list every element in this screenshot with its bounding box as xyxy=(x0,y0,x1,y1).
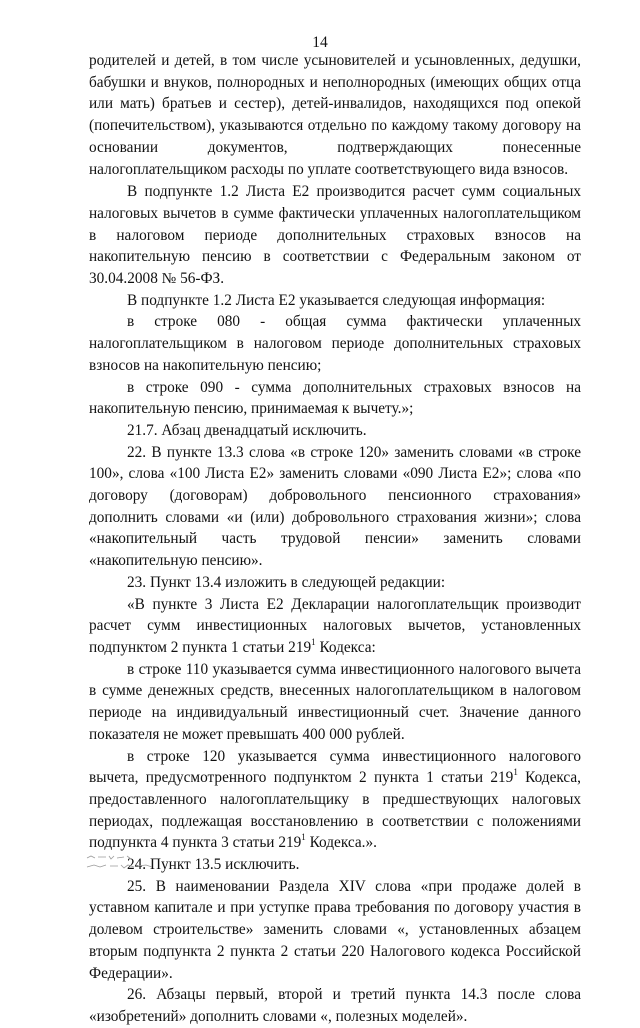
paragraph-13: 25. В наименовании Раздела XIV слова «при продаже долей в уставном капитале и при уступке права требования по договору участия в долевом строительстве» заменить словами «, установленных абзацем вторым подпункта 2 пункта 2 статьи 220 Налогового кодекса Российской Федерации». xyxy=(89,877,581,982)
document-body xyxy=(89,50,581,1028)
paragraph-11 xyxy=(89,746,581,855)
paragraph-8: 23. Пункт 13.4 изложить в следующей редакции: xyxy=(127,573,446,591)
paragraph-9-tail: Кодекса: xyxy=(315,638,376,656)
superscript-1: 1 xyxy=(513,767,518,778)
superscript-1: 1 xyxy=(301,832,306,843)
page-number: 14 xyxy=(312,34,328,51)
paragraph-12: 24. Пункт 13.5 исключить. xyxy=(127,856,300,874)
paragraph-2: В подпункте 1.2 Листа Е2 производится расчет сумм социальных налоговых вычетов в сумме фактически уплаченных налогоплательщиком в налоговом периоде дополнительных страховых взносов на накопительную пенсию в соответствии с Федеральным законом от 30.04.2008 № 56-ФЗ. xyxy=(89,183,581,288)
paragraph-5: в строке 090 - сумма дополнительных страховых взносов на накопительную пенсию, принимаемая к вычету.»; xyxy=(89,378,581,418)
paragraph-7: 22. В пункте 13.3 слова «в строке 120» заменить словами «в строке 100», слова «100 Листа Е2» заменить словами «090 Листа Е2»; слова «по договору (договорам) добровольного пенсионного страхования» дополнить словами «и (или) добровольного страхования жизни»; слова «накопительный часть трудовой пенсии» заменить словами «накопительную пенсию». xyxy=(89,443,581,570)
paragraph-11-tail-2: Кодекса.». xyxy=(305,834,377,852)
registration-stamp xyxy=(86,853,156,873)
paragraph-11-tail: Кодекса, предоставленного налогоплательщику в предшествующих налоговых периодах, подлежащая восстановлению в соответствии с положениями подпункта 4 пункта 3 статьи 219 xyxy=(89,769,582,852)
paragraph-6: 21.7. Абзац двенадцатый исключить. xyxy=(127,421,367,439)
paragraph-9-text: «В пункте 3 Листа Е2 Декларации налогоплательщик производит расчет сумм инвестиционных налоговых вычетов, установленных подпунктом 2 пункта 1 статьи 219 xyxy=(89,595,581,656)
paragraph-4: в строке 080 - общая сумма фактически уплаченных налогоплательщиком в налоговом периоде дополнительных страховых взносов на накопительную пенсию; xyxy=(89,313,581,374)
paragraph-3: В подпункте 1.2 Листа Е2 указывается следующая информация: xyxy=(127,291,546,309)
paragraph-1: родителей и детей, в том числе усыновителей и усыновленных, дедушки, бабушки и внуков, полнородных и неполнородных (имеющих общих отца или мать) братьев и сестер), детей-инвалидов, находящихся под опекой (попечительством), указываются отдельно по каждому такому договору на основании документов, подтверждающих понесенные налогоплательщиком расходы по уплате соответствующего вида взносов. xyxy=(89,52,581,178)
paragraph-9 xyxy=(89,594,581,659)
paragraph-10: в строке 110 указывается сумма инвестиционного налогового вычета в сумме денежных средств, внесенных налогоплательщиком в налоговом периоде на индивидуальный инвестиционный счет. Значение данного показателя не может превышать 400 000 рублей. xyxy=(89,660,581,743)
paragraph-11-text: в строке 120 указывается сумма инвестиционного налогового вычета, предусмотренного подпунктом 2 пункта 1 статьи 219 xyxy=(89,747,581,787)
superscript-1: 1 xyxy=(311,636,316,647)
paragraph-14: 26. Абзацы первый, второй и третий пункта 14.3 после слова «изобретений» дополнить словами «, полезных моделей». xyxy=(89,986,581,1025)
stamp-scribble xyxy=(86,853,156,871)
